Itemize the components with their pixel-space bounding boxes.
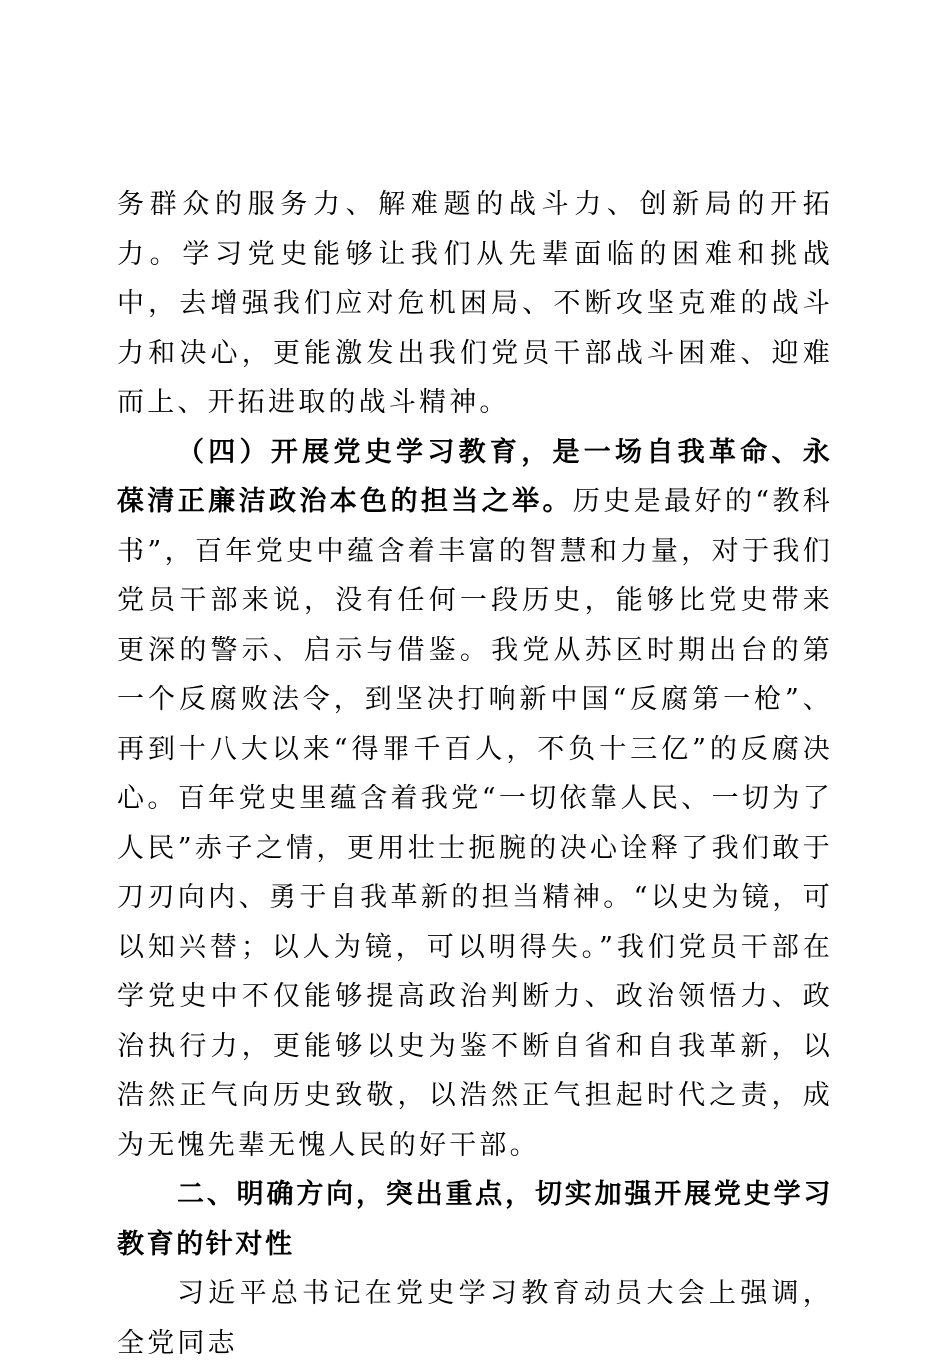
document-body — [117, 180, 833, 1368]
section-heading-two: 二、明确方向，突出重点，切实加强开展党史学习教育的针对性 — [117, 1179, 833, 1260]
paragraph-continuation: 务群众的服务力、解难题的战斗力、创新局的开拓力。学习党史能够让我们从先辈面临的困难和挑战中，去增强我们应对危机困局、不断攻坚克难的战斗力和决心，更能激发出我们党员干部战斗困难、迎难而上、开拓进取的战斗精神。 — [117, 189, 833, 418]
section-four-text: 历史是最好的“教科书”，百年党史中蕴含着丰富的智慧和力量，对于我们党员干部来说，没有任何一段历史，能够比党史带来更深的警示、启示与借鉴。我党从苏区时期出台的第一个反腐败法令，到坚决打响新中国“反腐第一枪”、再到十八大以来“得罪千百人，不负十三亿”的反腐决心。百年党史里蕴含着我党“一切依靠人民、一切为了人民”赤子之情，更用壮士扼腕的决心诠释了我们敢于刀刃向内、勇于自我革新的担当精神。“以史为镜，可以知兴替；以人为镜，可以明得失。”我们党员干部在学党史中不仅能够提高政治判断力、政治领悟力、政治执行力，更能够以史为鉴不断自省和自我革新，以浩然正气向历史致敬，以浩然正气担起时代之责，成为无愧先辈无愧人民的好干部。 — [117, 486, 834, 1161]
paragraph-opening: 习近平总书记在党史学习教育动员大会上强调，全党同志 — [117, 1278, 833, 1359]
section-four-lead: （四）开展党史学习教育，是一场自我革命、永葆清正廉洁政治本色的担当之举。 — [117, 436, 833, 517]
paragraph-section-four — [117, 428, 833, 1171]
